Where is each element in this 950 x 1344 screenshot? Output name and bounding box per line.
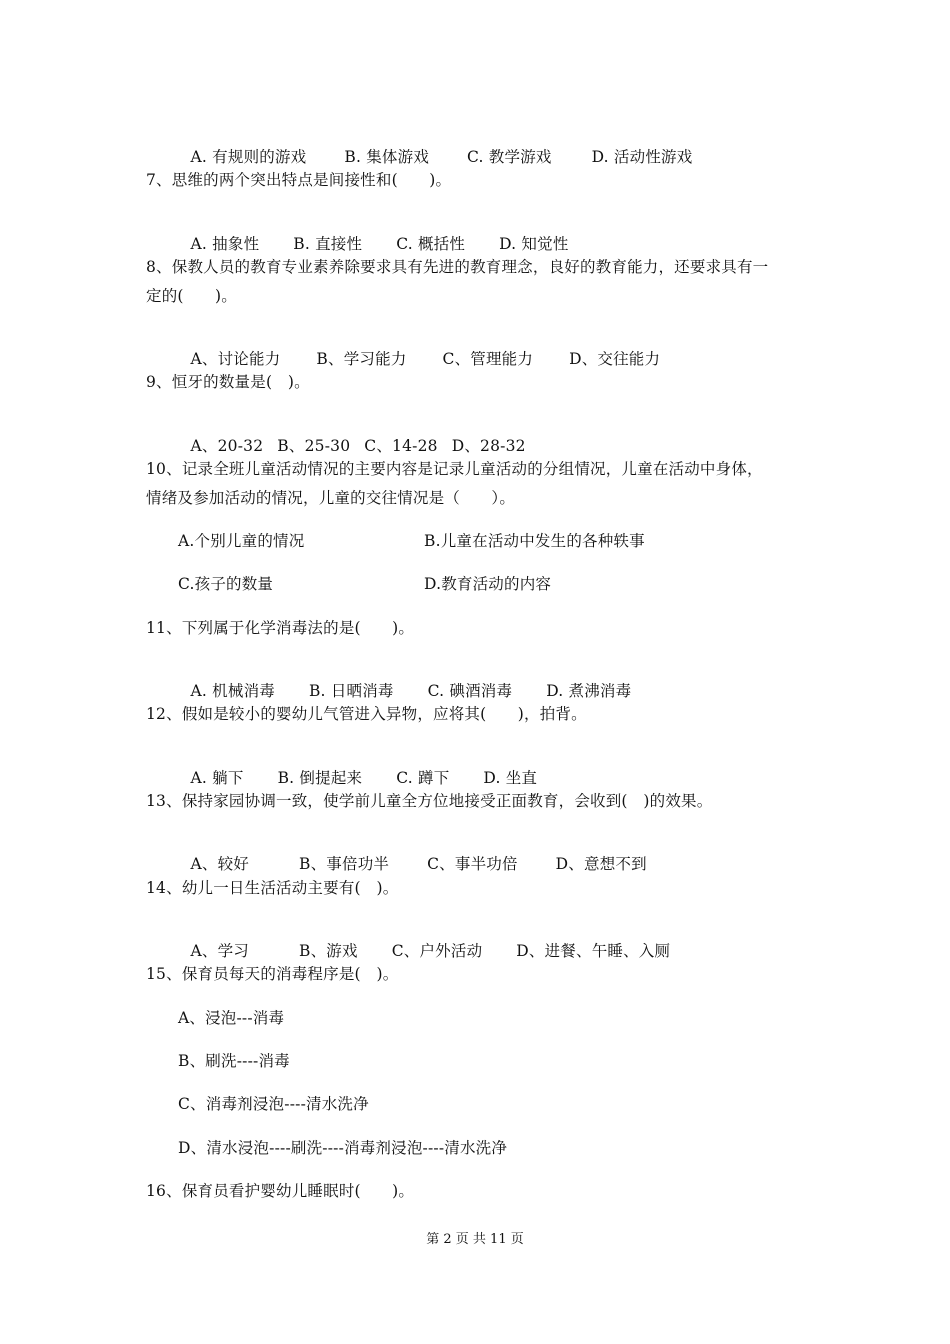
q10-text-line2: 情绪及参加活动的情况，儿童的交往情况是（ ）。 [146,489,516,507]
q15-option-c: C、消毒剂浸泡----清水洗净 [178,1095,369,1113]
page-footer: 第 2 页 共 11 页 [426,1232,524,1247]
q7-option-d: D. 知觉性 [499,235,569,253]
q11-option-c: C. 碘酒消毒 [427,682,513,700]
q14-option-a: A、学习 [190,942,250,960]
q8-option-c: C、管理能力 [442,350,534,368]
q13-option-a: A、较好 [190,855,250,873]
q7-text: 7、思维的两个突出特点是间接性和( )。 [146,171,452,189]
q14-option-d: D、进餐、午睡、入厕 [516,942,671,960]
q6-option-c: C. 教学游戏 [467,148,552,166]
q9-text: 9、恒牙的数量是( )。 [146,373,310,391]
q8-text-line2: 定的( )。 [146,287,237,305]
q15-text: 15、保育员每天的消毒程序是( )。 [146,965,399,983]
q12-option-a: A. 躺下 [190,769,244,787]
q15-option-b: B、刷洗----消毒 [178,1052,290,1070]
q7-option-a: A. 抽象性 [190,235,260,253]
q14-text: 14、幼儿一日生活活动主要有( )。 [146,879,399,897]
q9-option-a: A、20-32 [190,437,264,455]
q7-option-c: C. 概括性 [396,235,466,253]
q10-option-b: B.儿童在活动中发生的各种轶事 [424,532,645,550]
q11-option-d: D. 煮沸消毒 [546,682,632,700]
q15-option-a: A、浸泡---消毒 [178,1009,285,1027]
q6-option-b: B. 集体游戏 [344,148,430,166]
q6-option-a: A. 有规则的游戏 [190,148,307,166]
q8-option-b: B、学习能力 [316,350,407,368]
q8-text-line1: 8、保教人员的教育专业素养除要求具有先进的教育理念，良好的教育能力，还要求具有一 [146,258,769,276]
q12-option-b: B. 倒提起来 [277,769,363,787]
q10-option-c: C.孩子的数量 [178,575,274,593]
q10-text-line1: 10、记录全班儿童活动情况的主要内容是记录儿童活动的分组情况，儿童在活动中身体， [146,460,763,478]
q12-option-d: D. 坐直 [483,769,538,787]
q9-option-d: D、28-32 [451,437,526,455]
q13-text: 13、保持家园协调一致，使学前儿童全方位地接受正面教育，会收到( )的效果。 [146,792,713,810]
q11-option-b: B. 日晒消毒 [308,682,394,700]
q11-option-a: A. 机械消毒 [190,682,275,700]
q12-option-c: C. 蹲下 [396,769,450,787]
q6-option-d: D. 活动性游戏 [591,148,693,166]
q14-option-b: B、游戏 [299,942,358,960]
q9-option-c: C、14-28 [364,437,438,455]
q13-option-c: C、事半功倍 [427,855,518,873]
q12-text: 12、假如是较小的婴幼儿气管进入异物，应将其( )，拍背。 [146,705,587,723]
q11-text: 11、下列属于化学消毒法的是( )。 [146,619,415,637]
q9-option-b: B、25-30 [277,437,351,455]
q14-option-c: C、户外活动 [391,942,483,960]
q15-option-d: D、清水浸泡----刷洗----消毒剂浸泡----清水洗净 [178,1139,508,1157]
q7-option-b: B. 直接性 [293,235,363,253]
q10-option-a: A.个别儿童的情况 [178,532,305,550]
q8-option-a: A、讨论能力 [190,350,281,368]
q13-option-d: D、意想不到 [555,855,647,873]
q13-option-b: B、事倍功半 [299,855,390,873]
q8-option-d: D、交往能力 [569,350,661,368]
q10-option-d: D.教育活动的内容 [424,575,552,593]
q16-text: 16、保育员看护婴幼儿睡眠时( )。 [146,1182,415,1200]
